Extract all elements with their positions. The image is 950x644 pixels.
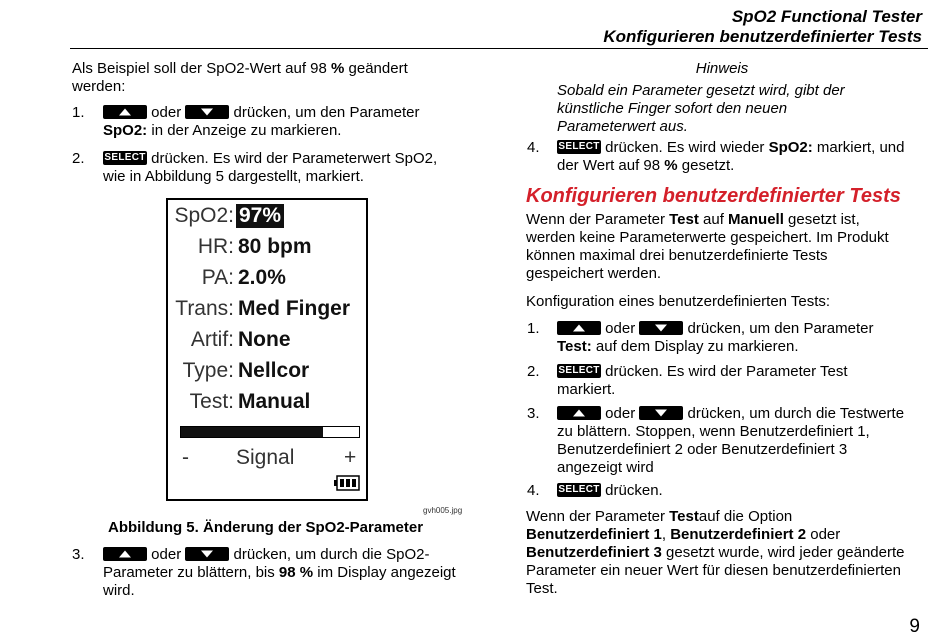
step1-text: drücken, um den Parameter [233,104,420,121]
header-rule [70,48,928,49]
step4-number: 4. [527,139,540,156]
s3-text-3: Benutzerdefiniert 2 oder Benutzerdefiniert 3 [557,441,848,458]
s2-text-2: markiert. [557,381,616,398]
s3-number: 3. [527,405,540,422]
down-arrow-key-icon [185,105,229,119]
step3-text-3: im Display angezeigt [313,564,456,581]
battery-icon [334,475,360,495]
display-value: Med Finger [238,297,351,320]
step3-text-4: wird. [103,582,135,599]
select-key-icon: SELECT [104,152,146,164]
step4-text: drücken. Es wird wieder [605,139,769,156]
section-title: Konfigurieren benutzerdefinierter Tests [526,185,901,207]
note-line-1: Sobald ein Parameter gesetzt wird, gibt der [557,82,845,99]
display-label: Type: [182,359,234,382]
display-value: Manual [238,390,311,413]
p3-bold-3: Benutzerdefiniert 3 [526,544,662,561]
s4-text: drücken. [605,482,663,499]
step2-text: drücken. Es wird der Parameterwert SpO2, [151,150,438,167]
p3-bold-1: Benutzerdefiniert 1 [526,526,662,543]
intro-text-3: werden: [72,78,126,95]
note-box [557,60,917,136]
up-arrow-key-icon [103,547,147,561]
s3 [557,405,937,477]
display-label: Test: [189,390,234,413]
page-number: 9 [909,616,920,637]
signal-minus: - [182,446,189,469]
p3-text-2: auf die Option [698,508,793,525]
step2 [103,150,483,186]
display-label: SpO2: [174,204,234,227]
step4-text-3: der Wert auf 98 [557,157,665,174]
step1-number: 1. [72,104,85,121]
signal-label: Signal [236,446,295,469]
step3-bold: 98 % [278,564,314,581]
s1-text-2: auf dem Display zu markieren. [591,338,799,355]
step1-bold: SpO2: [103,122,148,139]
p3-text-3: , [661,526,671,543]
p3-text-5: gesetzt wurde, wird jeder geänderte [661,544,905,561]
s2 [557,363,937,399]
step4-text-2: markiert, und [812,139,905,156]
p1-text-6: gespeichert werden. [526,265,662,282]
paragraph-2: Konfiguration eines benutzerdefinierten Tests: [526,293,831,310]
note-line-2: künstliche Finger sofort den neuen [557,100,788,117]
step4-percent: % [664,157,678,174]
signal-bar [180,426,360,438]
or-text: oder [605,320,636,337]
down-arrow-key-icon [185,547,229,561]
signal-bar-fill [181,427,323,437]
p3-text-4: oder [806,526,841,543]
header-title: SpO2 Functional Tester [731,7,922,26]
p3-bold-2: Benutzerdefiniert 2 [670,526,807,543]
step3-number: 3. [72,546,85,563]
p3-bold-test: Test [669,508,699,525]
intro-paragraph [72,60,472,96]
step1 [103,104,483,140]
signal-plus: + [344,446,357,469]
display-value-highlighted: 97% [236,204,284,228]
step3 [103,546,483,600]
step3-text-2: Parameter zu blättern, bis [103,564,279,581]
display-value: Nellcor [238,359,310,382]
intro-percent: % [331,60,345,77]
p1-bold-test: Test [669,211,699,228]
s2-number: 2. [527,363,540,380]
p3-text-6: Parameter ein neuer Wert für diesen benutzerdefinierten [526,562,901,579]
down-arrow-key-icon [639,406,683,420]
step2-number: 2. [72,150,85,167]
select-key-icon: SELECT [558,141,600,153]
step2-text-2: wie in Abbildung 5 dargestellt, markiert. [103,168,364,185]
or-text: oder [151,546,182,563]
s1-number: 1. [527,320,540,337]
display-label: PA: [201,266,234,289]
s3-text-2: zu blättern. Stoppen, wenn Benutzerdefiniert 1, [557,423,870,440]
device-display [166,198,368,501]
select-key-icon: SELECT [558,484,600,496]
up-arrow-key-icon [557,321,601,335]
s3-text-4: angezeigt wird [557,459,654,476]
s4 [557,482,937,500]
step1-text-2: in der Anzeige zu markieren. [147,122,342,139]
step4 [557,139,937,175]
paragraph-1 [526,211,926,283]
header-subtitle: Konfigurieren benutzerdefinierter Tests [603,27,922,46]
or-text: oder [151,104,182,121]
p3-text-7: Test. [526,580,558,597]
up-arrow-key-icon [557,406,601,420]
p3-text: Wenn der Parameter [526,508,670,525]
p1-text: Wenn der Parameter [526,211,670,228]
figure-caption: Abbildung 5. Änderung der SpO2-Parameter [108,519,424,536]
paragraph-3 [526,508,936,598]
display-value: 80 bpm [238,235,312,258]
step3-text: drücken, um durch die SpO2- [233,546,430,563]
s1-text: drücken, um den Parameter [687,320,874,337]
step4-text-4: gesetzt. [677,157,735,174]
figure-filename: gvh005.jpg [423,506,463,515]
display-label: HR: [197,235,234,258]
down-arrow-key-icon [639,321,683,335]
p1-text-2: auf [698,211,729,228]
s1-bold: Test: [557,338,592,355]
s3-text: drücken, um durch die Testwerte [687,405,905,422]
or-text: oder [605,405,636,422]
display-value: None [238,328,291,351]
s4-number: 4. [527,482,540,499]
note-line-3: Parameterwert aus. [557,118,688,135]
up-arrow-key-icon [103,105,147,119]
p1-text-4: werden keine Parameterwerte gespeichert. Im Produkt [526,229,889,246]
display-label: Trans: [175,297,234,320]
select-key-icon: SELECT [558,365,600,377]
display-label: Artif: [190,328,234,351]
s2-text: drücken. Es wird der Parameter Test [605,363,848,380]
step4-bold: SpO2: [768,139,813,156]
p1-text-5: können maximal drei benutzerdefinierte Tests [526,247,828,264]
note-title: Hinweis [695,60,749,77]
p1-text-3: gesetzt ist, [783,211,860,228]
intro-text: Als Beispiel soll der SpO2-Wert auf 98 [72,60,332,77]
intro-text-2: geändert [344,60,408,77]
display-value: 2.0% [238,266,286,289]
p1-bold-manuell: Manuell [728,211,784,228]
s1 [557,320,937,356]
